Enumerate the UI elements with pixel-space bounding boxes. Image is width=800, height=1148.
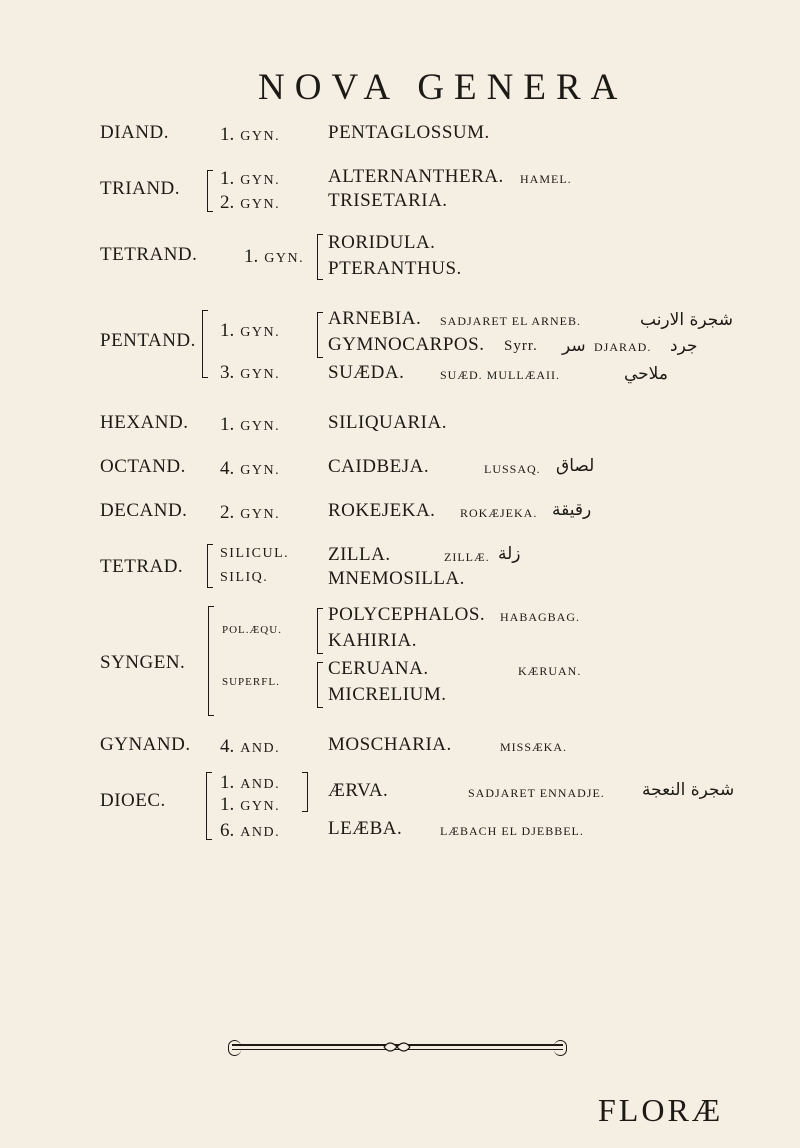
page-title: NOVA GENERA bbox=[258, 67, 628, 108]
genus-leaeba: LEÆBA. bbox=[328, 818, 403, 839]
genus-pentaglossum: PENTAGLOSSUM. bbox=[328, 122, 490, 143]
genus-gymnocarpos: GYMNOCARPOS. bbox=[328, 334, 485, 355]
order-dioec-1: 1. AND. bbox=[220, 772, 281, 793]
class-decand: DECAND. bbox=[100, 500, 188, 521]
genus-arnebia: ARNEBIA. bbox=[328, 308, 422, 329]
genus-aerva: ÆRVA. bbox=[328, 780, 389, 801]
class-hexand: HEXAND. bbox=[100, 412, 189, 433]
vernacular-name: DJARAD. bbox=[594, 340, 652, 354]
vernacular-name: LÆBACH EL DJEBBEL. bbox=[440, 824, 584, 838]
arabic-name: جرد bbox=[670, 336, 698, 356]
arabic-name: لصاق bbox=[556, 456, 595, 476]
genus-siliquaria: SILIQUARIA. bbox=[328, 412, 447, 433]
ornamental-rule bbox=[232, 1038, 563, 1058]
genus-trisetaria: TRISETARIA. bbox=[328, 190, 448, 211]
arabic-name: رقيقة bbox=[552, 500, 592, 520]
brace bbox=[302, 772, 308, 812]
vernacular-name: HABAGBAG. bbox=[500, 610, 581, 624]
author-note: HAMEL. bbox=[520, 172, 572, 186]
genus-mnemosilla: MNEMOSILLA. bbox=[328, 568, 465, 589]
brace bbox=[206, 772, 212, 840]
vernacular-name: MISSÆKA. bbox=[500, 740, 568, 754]
arabic-name: ملاحي bbox=[624, 364, 668, 384]
order-pol-aequ: POL.ÆQU. bbox=[222, 624, 282, 636]
genus-zilla: ZILLA. bbox=[328, 544, 391, 565]
genus-pteranthus: PTERANTHUS. bbox=[328, 258, 462, 279]
brace bbox=[207, 170, 213, 212]
vernacular-name: Syrr. bbox=[504, 338, 538, 354]
brace bbox=[208, 606, 214, 716]
class-tetrand: TETRAND. bbox=[100, 244, 198, 265]
arabic-name: سر bbox=[562, 336, 586, 356]
order-silicul: SILICUL. bbox=[220, 546, 290, 561]
class-syngen: SYNGEN. bbox=[100, 652, 186, 673]
vernacular-name: SADJARET EL ARNEB. bbox=[440, 314, 582, 328]
ornament-icon bbox=[382, 1037, 412, 1057]
genus-micrelium: MICRELIUM. bbox=[328, 684, 447, 705]
genus-ceruana: CERUANA. bbox=[328, 658, 429, 679]
vernacular-name: LUSSAQ. bbox=[484, 462, 541, 476]
class-triand: TRIAND. bbox=[100, 178, 181, 199]
genus-suaeda: SUÆDA. bbox=[328, 362, 405, 383]
vernacular-name: ROKÆJEKA. bbox=[460, 506, 538, 520]
brace bbox=[202, 310, 208, 378]
order-superfl: SUPERFL. bbox=[222, 676, 280, 688]
order-tetrand: 1. GYN. bbox=[244, 246, 305, 267]
class-gynand: GYNAND. bbox=[100, 734, 191, 755]
order-triand-2: 2. GYN. bbox=[220, 192, 281, 213]
order-diand: 1. GYN. bbox=[220, 124, 281, 145]
brace bbox=[317, 312, 323, 358]
order-triand-1: 1. GYN. bbox=[220, 168, 281, 189]
class-octand: OCTAND. bbox=[100, 456, 186, 477]
vernacular-name: KÆRUAN. bbox=[518, 664, 582, 678]
brace bbox=[317, 608, 323, 654]
brace bbox=[207, 544, 213, 588]
order-pentand-1: 1. GYN. bbox=[220, 320, 281, 341]
order-decand: 2. GYN. bbox=[220, 502, 281, 523]
brace bbox=[317, 662, 323, 708]
vernacular-name: SUÆD. MULLÆAII. bbox=[440, 368, 560, 382]
genus-roridula: RORIDULA. bbox=[328, 232, 436, 253]
brace bbox=[317, 234, 323, 280]
genus-kahiria: KAHIRIA. bbox=[328, 630, 417, 651]
order-siliq: SILIQ. bbox=[220, 570, 269, 585]
class-tetrad: TETRAD. bbox=[100, 556, 184, 577]
arabic-name: شجرة النعجة bbox=[642, 780, 735, 800]
genus-rokejeka: ROKEJEKA. bbox=[328, 500, 436, 521]
genus-caidbeja: CAIDBEJA. bbox=[328, 456, 430, 477]
order-hexand: 1. GYN. bbox=[220, 414, 281, 435]
vernacular-name: SADJARET ENNADJE. bbox=[468, 786, 605, 800]
genus-alternanthera: ALTERNANTHERA. bbox=[328, 166, 504, 187]
order-octand: 4. GYN. bbox=[220, 458, 281, 479]
order-pentand-2: 3. GYN. bbox=[220, 362, 281, 383]
order-gynand: 4. AND. bbox=[220, 736, 281, 757]
genus-moscharia: MOSCHARIA. bbox=[328, 734, 452, 755]
order-dioec-2: 1. GYN. bbox=[220, 794, 281, 815]
class-diand: DIAND. bbox=[100, 122, 169, 143]
genus-polycephalos: POLYCEPHALOS. bbox=[328, 604, 486, 625]
catchword: FLORÆ bbox=[598, 1092, 724, 1128]
class-dioec: DIOEC. bbox=[100, 790, 166, 811]
vernacular-name: ZILLÆ. bbox=[444, 550, 490, 564]
arabic-name: زلة bbox=[498, 544, 521, 564]
order-dioec-3: 6. AND. bbox=[220, 820, 281, 841]
class-pentand: PENTAND. bbox=[100, 330, 196, 351]
arabic-name: شجرة الارنب bbox=[640, 310, 733, 330]
